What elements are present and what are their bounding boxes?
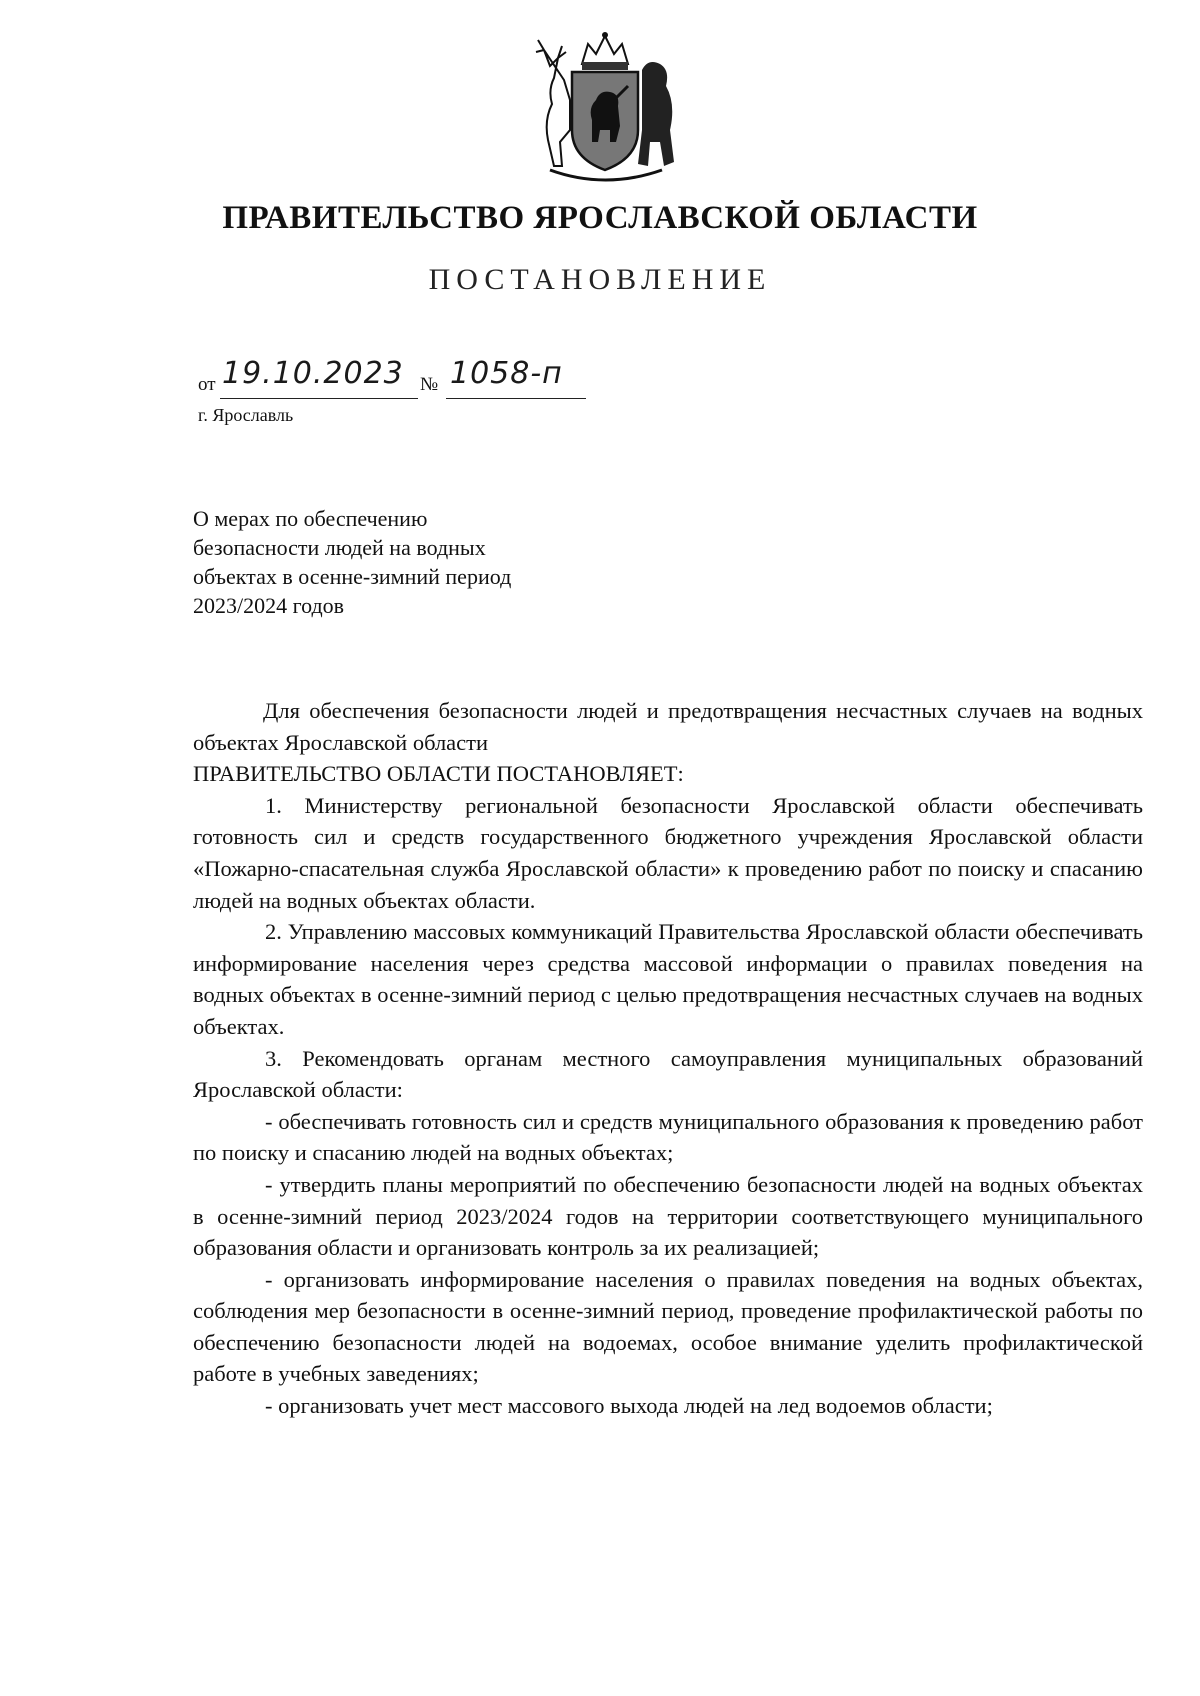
- subject-line: 2023/2024 годов: [193, 593, 345, 618]
- subject-line: безопасности людей на водных: [193, 535, 486, 560]
- clause-1: 1. Министерству региональной безопасности Ярославской области обеспечивать готовность сил и средств государственного бюджетного учреждения Ярославской области «Пожарно-спасательная служба Ярославской области» к проведению работ по поиску и спасанию людей на водных объектах области.: [193, 792, 1143, 913]
- clause-2: 2. Управлению массовых коммуникаций Правительства Ярославской области обеспечивать информирование населения через средства массовой информации о правилах поведения на водных объектах в осенне-зимний период с целью предотвращения несчастных случаев на водных объектах.: [193, 919, 1143, 1039]
- number-underline: [446, 398, 586, 399]
- subject-line: объектах в осенне-зимний период: [193, 564, 512, 589]
- clause-3: 3. Рекомендовать органам местного самоуправления муниципальных образований Ярославской области:: [193, 1045, 1143, 1103]
- coat-of-arms-emblem: [530, 30, 680, 200]
- subclause-1: - обеспечивать готовность сил и средств муниципального образования к проведению работ по поиску и спасанию людей на водных объектах;: [193, 1108, 1143, 1166]
- document-type-heading: ПОСТАНОВЛЕНИЕ: [428, 263, 772, 296]
- subclause-4: - организовать учет мест массового выхода людей на лед водоемов области;: [265, 1393, 993, 1419]
- document-body: [193, 695, 1143, 1422]
- intro-paragraph: Для обеспечения безопасности людей и предотвращения несчастных случаев на водных объектах Ярославской области: [193, 698, 1143, 755]
- decree-statement: ПРАВИТЕЛЬСТВО ОБЛАСТИ ПОСТАНОВЛЯЕТ:: [193, 761, 684, 787]
- subclause-2: - утвердить планы мероприятий по обеспечению безопасности людей на водных объектах в осенне-зимний период 2023/2024 годов на территории соответствующего муниципального образования области и организовать контроль за их реализацией;: [193, 1171, 1143, 1261]
- date-underline: [220, 398, 418, 399]
- subclause-3: - организовать информирование населения о правилах поведения на водных объектах, соблюдения мер безопасности в осенне-зимний период, проведение профилактической работы по обеспечению безопасности людей на водоемах, особое внимание уделить профилактической работе в учебных заведениях;: [193, 1266, 1143, 1387]
- document-subject: [193, 504, 653, 620]
- organization-title: ПРАВИТЕЛЬСТВО ЯРОСЛАВСКОЙ ОБЛАСТИ: [222, 200, 978, 236]
- from-label: от: [198, 374, 216, 395]
- date-number-line: [198, 356, 718, 402]
- handwritten-number: 1058-п: [450, 356, 563, 391]
- city-label: г. Ярославль: [198, 405, 294, 425]
- handwritten-date: 19.10.2023: [222, 356, 404, 391]
- subject-line: О мерах по обеспечению: [193, 506, 428, 531]
- number-label: №: [420, 374, 439, 395]
